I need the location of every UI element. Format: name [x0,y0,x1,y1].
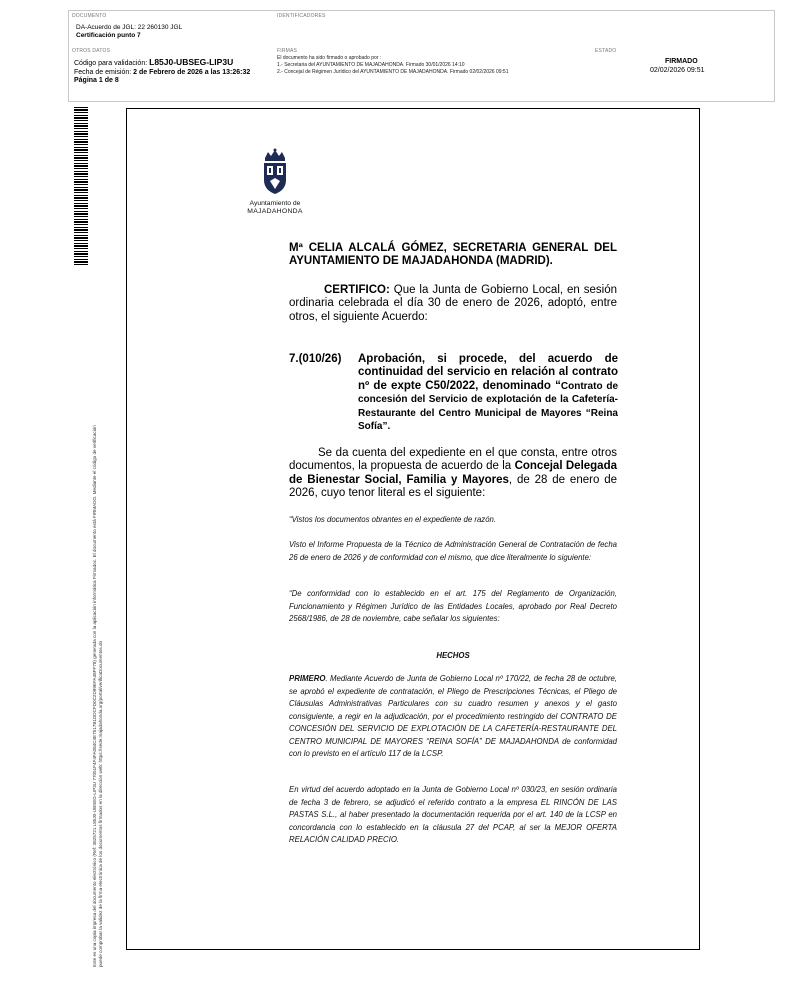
certifico-label: CERTIFICO: [324,284,390,296]
estado-value: FIRMADO [665,58,698,65]
certifico-text: Que la Junta de Gobierno Local, en sesión ordinaria celebrada el día 30 de enero de 2026, adoptó, entre otros, el siguiente Acuerdo: [289,284,617,323]
firmas-intro: El documento ha sido firmado o aprobado por : [277,55,382,61]
agenda-main: Aprobación, si procede, del acuerdo de continuidad del servicio en relación al contrato nº de expte C50/2022, denominado “ [358,353,618,392]
codigo-validacion [74,58,233,68]
agenda-item [358,353,618,433]
agenda-number: 7.(010/26) [289,353,342,365]
logo-line2: MAJADAHONDA [247,208,303,215]
document-header [68,10,775,102]
documento-label: DOCUMENTO [72,13,107,19]
cuenta-bold: Concejal Delegada de Bienestar Social, Familia y Mayores [289,460,618,486]
documento-line2: Certificación punto 7 [76,32,141,39]
firmas-cell [275,45,593,102]
codigo-label: Código para validación: [74,60,148,67]
estado-cell [593,45,775,102]
pagina-indicator: Página 1 de 8 [74,77,119,84]
otros-datos-label: OTROS DATOS [72,48,111,54]
barcode [74,107,88,265]
vertical-verification-note [92,267,103,967]
vertical-note-line1: Este es una copia impresa del documento electrónico (Ref: 3825721 L85J0-UBSEG-LIP3U 77051F4F4FA084C4E7517B1DDCFD0C2D99EFA48FF78) generada con la aplicación informática Firmadoc. El documento está FIRMADO. Mediante el código de verificación [92,425,97,967]
certifico-paragraph [289,284,617,324]
quote-vistos: “Vistos los documentos obrantes en el expediente de razón. [289,515,497,524]
document-title: Mª CELIA ALCALÁ GÓMEZ, SECRETARIA GENERAL DEL AYUNTAMIENTO DE MAJADAHONDA (MADRID). [289,242,617,268]
identificadores-cell [275,11,775,45]
fecha-value: 2 de Febrero de 2026 a las 13:26:32 [133,69,251,76]
cuenta-part2: , de 28 de enero de 2026, cuyo tenor literal es el siguiente: [289,473,617,500]
documento-line1: DA-Acuerdo de JGL: 22 260130 JGL [76,24,183,31]
estado-date: 02/02/2026 09:51 [650,67,705,74]
fecha-label: Fecha de emisión: [74,69,132,76]
firma-1: 1.- Secretaria del AYUNTAMIENTO DE MAJADAHONDA. Firmado 30/01/2026 14:10 [277,62,465,68]
primero-label: PRIMERO [289,674,326,683]
codigo-value: L85J0-UBSEG-LIP3U [149,57,234,67]
estado-label: ESTADO [595,48,617,54]
documento-cell [69,11,275,45]
logo-line1: Ayuntamiento de [249,200,301,207]
logo-caption [231,200,319,216]
virtud-paragraph: En virtud del acuerdo adoptado en la Junta de Gobierno Local nº 030/23, en sesión ordinaria de fecha 3 de febrero, se adjudicó el referido contrato a la empresa EL RINCÓN DE LAS PASTAS S.L., al haber presentado la documentación requerida por el art. 140 de la LCSP en concordancia con lo establecido en la cláusula 27 del PCAP, al ser la MEJOR OFERTA RELACIÓN CALIDAD PRECIO. [289,785,617,844]
agenda-small: Contrato de concesión del Servicio de explotación de la Cafetería-Restaurante del Centro Municipal de Mayores “Reina Sofía”. [358,380,619,433]
identificadores-label: IDENTIFICADORES [277,13,326,19]
firmas-label: FIRMAS [277,48,298,54]
quote-conformidad: “De conformidad con lo establecido en el art. 175 del Reglamento de Organización, Funcionamiento y Régimen Jurídico de las Entidades Locales, aprobado por Real Decreto 2568/1986, de 28 de noviembre, cabe señalar los siguientes: [289,589,617,623]
firma-2: 2.- Concejal de Régimen Jurídico del AYUNTAMIENTO DE MAJADAHONDA. Firmado 02/02/2026 09:51 [277,69,509,75]
otros-datos-cell [69,45,275,102]
primero-paragraph [289,673,617,761]
fecha-emision [74,69,250,77]
primero-text: . Mediante Acuerdo de Junta de Gobierno Local nº 170/22, de fecha 28 de octubre, se aprobó el expediente de contratación, el Pliego de Prescripciones Técnicas, el Pliego de Cláusulas Administrativas Particulares con su cuadro resumen y anexos y el gasto consiguiente, a regir en la adjudicación, por el procedimiento restringido del CONTRATO DE CONCESIÓN DEL SERVICIO DE EXPLOTACIÓN DE LA CAFETERÍA-RESTAURANTE DEL CENTRO MUNICIPAL DE MAYORES “REINA SOFÍA” DE MAJADAHONDA de conformidad con lo previsto en el artículo 117 de la LCSP. [289,674,617,758]
vertical-note-line2: puede comprobar la validez de la firma electrónica de los documentos firmados en la dirección web: https://sede.majadahonda.org/portal/verificaDocumentos.do [97,640,103,967]
hechos-heading: HECHOS [436,651,470,660]
cuenta-part1: Se da cuenta del expediente en el que consta, entre otros documentos, la propuesta de acuerdo de la [289,447,617,473]
quote-visto-informe: Visto el Informe Propuesta de la Técnico de Administración General de Contratación de fecha 26 de enero de 2026 y de conformidad con el mismo, que dice literalmente lo siguiente: [289,540,617,562]
cuenta-paragraph [289,447,617,501]
